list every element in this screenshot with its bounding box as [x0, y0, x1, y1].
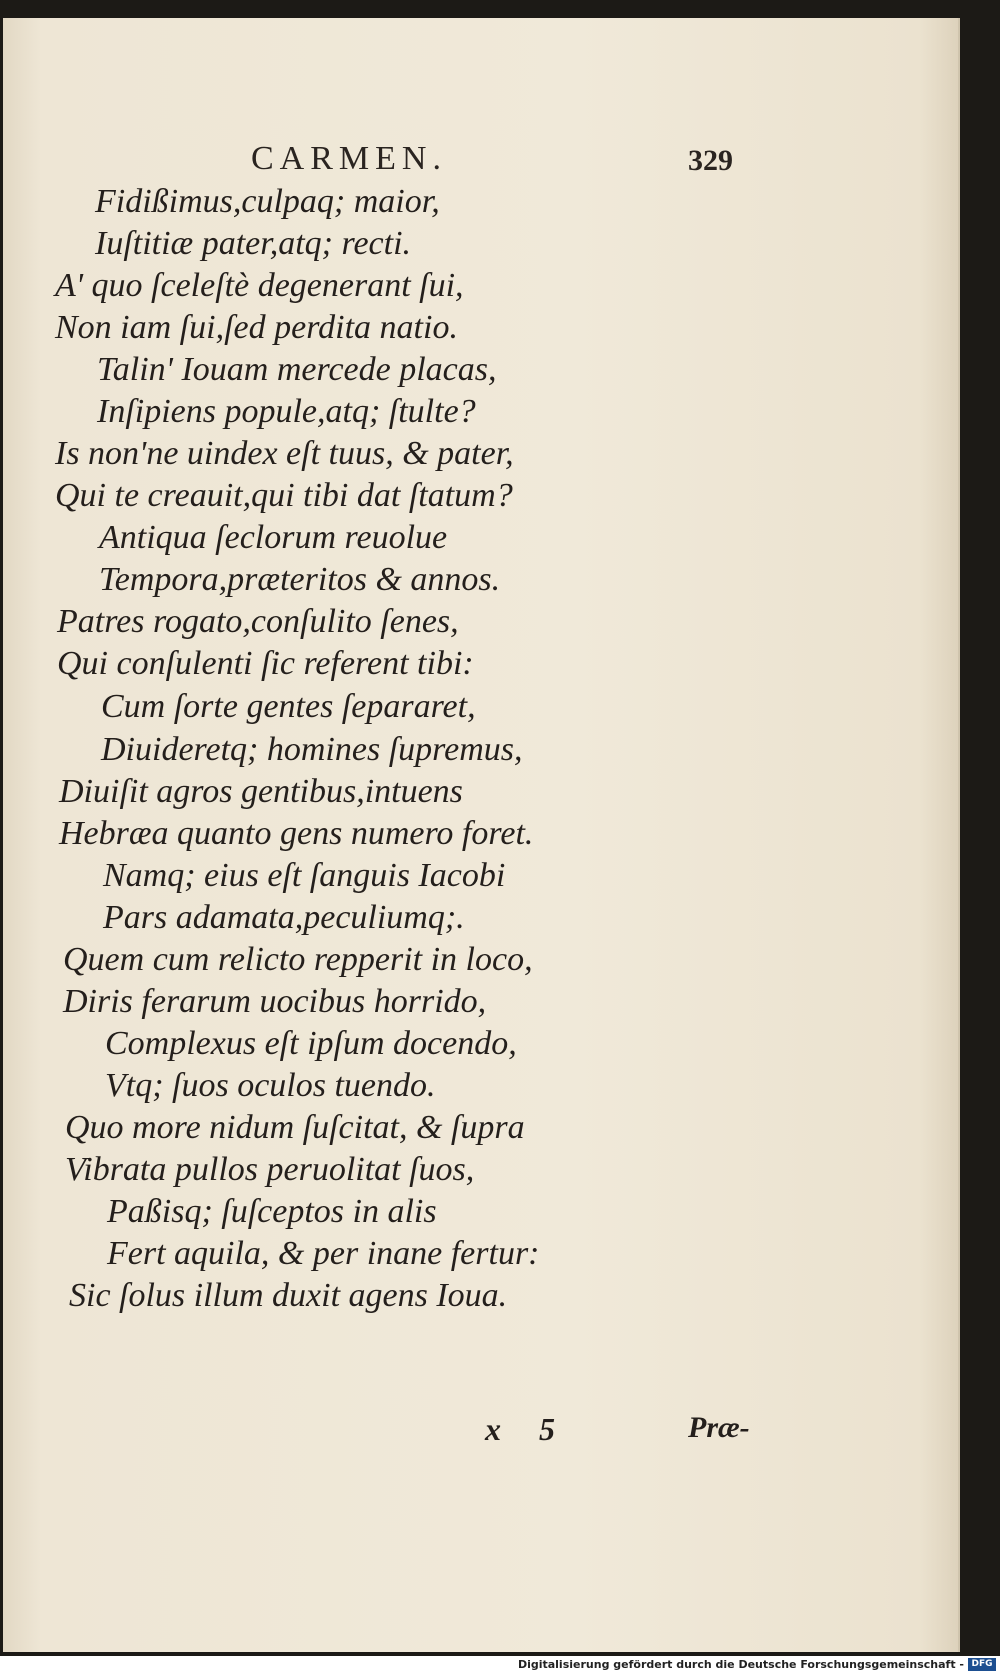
verse-line: Vibrata pullos peruolitat ſuos, — [65, 1151, 475, 1188]
verse-line: Antiqua ſeclorum reuolue — [99, 519, 448, 556]
verse-line: Talin' Iouam mercede placas, — [97, 351, 497, 388]
verse-line: Quem cum relicto repperit in loco, — [63, 941, 533, 978]
verse-line: Cum ſorte gentes ſepararet, — [101, 688, 476, 725]
verse-line: Quo more nidum ſuſcitat, & ſupra — [65, 1109, 525, 1146]
verse-line: A' quo ſceleſtè degenerant ſui, — [55, 267, 464, 304]
verse-line: Patres rogato,conſulito ſenes, — [57, 603, 459, 640]
verse-line: Hebræa quanto gens numero foret. — [59, 815, 534, 852]
verse-line: Is non'ne uindex eſt tuus, & pater, — [55, 435, 514, 472]
verse-line: Tempora,præteritos & annos. — [99, 561, 501, 598]
page-number: 329 — [688, 144, 733, 177]
verse-line: Sic ſolus illum duxit agens Ioua. — [69, 1277, 508, 1314]
verse-line: Fert aquila, & per inane fertur: — [107, 1235, 540, 1272]
dfg-logo-icon: DFG — [968, 1658, 996, 1671]
verse-line: Complexus eſt ipſum docendo, — [105, 1025, 517, 1062]
verse-line: Qui conſulenti ſic referent tibi: — [57, 645, 474, 682]
verse-line: Iuſtitiæ pater,atq; recti. — [95, 225, 412, 262]
verse-line: Non iam ſui,ſed perdita natio. — [55, 309, 458, 346]
verse-line: Namq; eius eſt ſanguis Iacobi — [103, 857, 506, 894]
book-page — [3, 18, 960, 1652]
catchword: Præ- — [688, 1411, 750, 1444]
verse-line: Diris ferarum uocibus horrido, — [63, 983, 487, 1020]
verse-line: Pars adamata,peculiumq;. — [103, 899, 465, 936]
verse-line: Diuideretq; homines ſupremus, — [101, 731, 523, 768]
verse-line: Inſipiens popule,atq; ſtulte? — [97, 393, 476, 430]
verse-line: Diuiſit agros gentibus,intuens — [59, 773, 463, 810]
credit-text: Digitalisierung gefördert durch die Deutsche Forschungsgemeinschaft - — [517, 1658, 964, 1671]
signature-mark: x 5 — [485, 1411, 555, 1447]
running-head: CARMEN. — [251, 140, 447, 177]
verse-line: Vtq; ſuos oculos tuendo. — [105, 1067, 436, 1104]
verse-line: Qui te creauit,qui tibi dat ſtatum? — [55, 477, 513, 514]
verse-line: Fidißimus,culpaq; maior, — [95, 183, 440, 220]
verse-line: Paßisq; ſuſceptos in alis — [107, 1193, 437, 1230]
